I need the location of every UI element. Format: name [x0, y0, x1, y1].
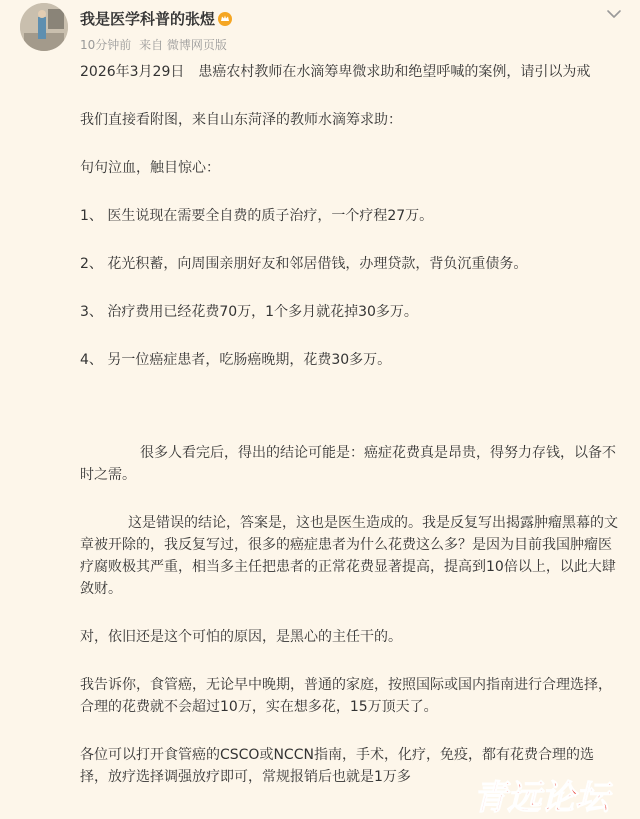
- crown-badge-icon: [218, 12, 232, 26]
- username-text[interactable]: 我是医学科普的张煜: [80, 10, 216, 28]
- username[interactable]: [80, 8, 232, 29]
- post-paragraph: 对，依旧还是这个可怕的原因，是黑心的主任干的。: [80, 629, 402, 645]
- post-paragraph: 2026年3月29日 患癌农村教师在水滴筹卑微求助和绝望呼喊的案例，请引以为戒: [80, 64, 591, 80]
- avatar[interactable]: [20, 3, 68, 51]
- post-meta: [80, 36, 231, 53]
- post-paragraph: 2、 花光积蓄，向周围亲朋好友和邻居借钱，办理贷款，背负沉重债务。: [80, 256, 528, 272]
- post-source: 来自 微博网页版: [139, 38, 227, 52]
- post-paragraph: 句句泣血，触目惊心：: [80, 160, 220, 176]
- post-paragraph: 各位可以打开食管癌的CSCO或NCCN指南，手术，化疗，免疫，都有花费合理的选择，放疗选择调强放疗即可，常规报销后也就是1万多: [80, 747, 594, 785]
- post-paragraph: 这是错误的结论，答案是，这也是医生造成的。我是反复写出揭露肿瘤黑幕的文章被开除的，我反复写过，很多的癌症患者为什么花费这么多？是因为目前我国肿瘤医疗腐败极其严重，相当多主任把患者的正常花费显著提高，提高到10倍以上，以此大肆敛财。: [80, 515, 618, 597]
- post-paragraph: 1、 医生说现在需要全自费的质子治疗，一个疗程27万。: [80, 208, 434, 224]
- post-paragraph: 4、 另一位癌症患者，吃肠癌晚期，花费30多万。: [80, 352, 392, 368]
- post-time[interactable]: 10分钟前: [80, 38, 132, 52]
- post-paragraph: 很多人看完后，得出的结论可能是：癌症花费真是昂贵，得努力存钱，以备不时之需。: [80, 445, 616, 483]
- post-paragraph: 3、 治疗费用已经花费70万，1个多月就花掉30多万。: [80, 304, 418, 320]
- post-paragraph: 我告诉你，食管癌，无论早中晚期，普通的家庭，按照国际或国内指南进行合理选择，合理的花费就不会超过10万，实在想多花，15万顶天了。: [80, 677, 612, 715]
- chevron-down-icon[interactable]: [604, 6, 624, 22]
- post-paragraph: 我们直接看附图，来自山东菏泽的教师水滴筹求助：: [80, 112, 402, 128]
- post-content: [80, 61, 620, 788]
- watermark-text: 青远论坛: [473, 778, 609, 817]
- watermark-logo: [449, 775, 634, 817]
- post-header: [0, 0, 640, 60]
